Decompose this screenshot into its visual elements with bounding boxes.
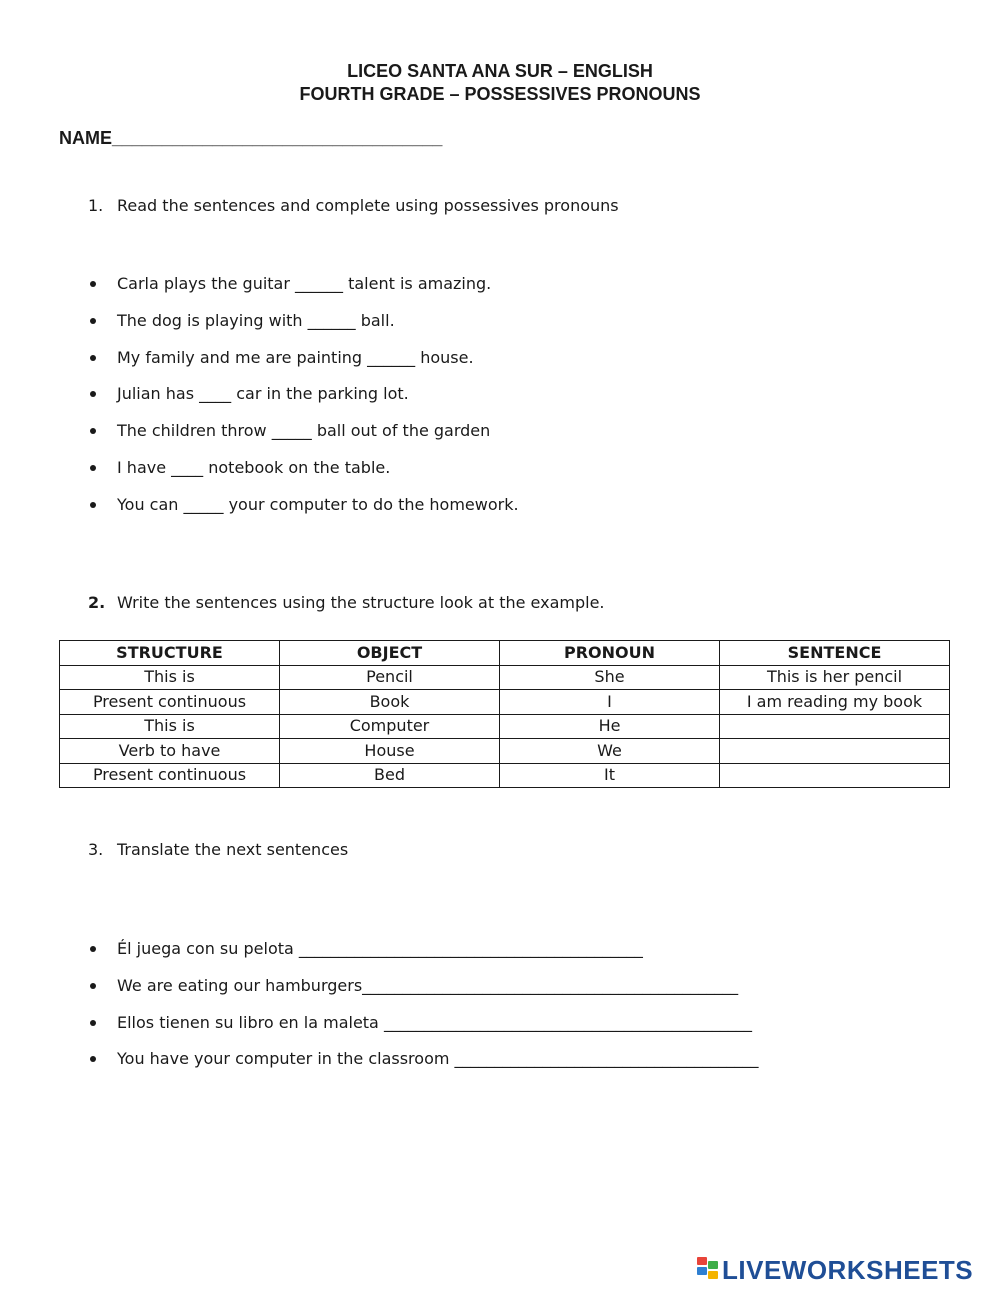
table-row xyxy=(60,714,950,739)
cell-object: Computer xyxy=(280,714,500,739)
cell-object: House xyxy=(280,739,500,764)
section-1-number: 1. xyxy=(88,196,104,215)
cell-pronoun: She xyxy=(500,665,720,690)
header-pronoun: PRONOUN xyxy=(500,641,720,666)
bullet-icon xyxy=(90,1020,96,1026)
cell-pronoun: It xyxy=(500,763,720,788)
cell-pronoun: I xyxy=(500,690,720,715)
section-1-item: My family and me are painting ______ house. xyxy=(117,348,474,367)
bullet-icon xyxy=(90,281,96,287)
section-1-instruction: Read the sentences and complete using possessives pronouns xyxy=(117,196,619,215)
structure-table xyxy=(59,640,950,788)
cell-structure: This is xyxy=(60,714,280,739)
bullet-icon xyxy=(90,1056,96,1062)
cell-sentence-answer[interactable] xyxy=(720,763,950,788)
section-3-number: 3. xyxy=(88,840,104,859)
cell-pronoun: We xyxy=(500,739,720,764)
logo-blocks-icon xyxy=(697,1257,719,1283)
cell-pronoun: He xyxy=(500,714,720,739)
section-1-item: Carla plays the guitar ______ talent is amazing. xyxy=(117,274,492,293)
section-2-number: 2. xyxy=(88,593,106,612)
section-3-item: You have your computer in the classroom ______________________________________ xyxy=(117,1049,759,1068)
section-2-instruction: Write the sentences using the structure look at the example. xyxy=(117,593,605,612)
section-3-item: We are eating our hamburgers_______________________________________________ xyxy=(117,976,739,995)
cell-structure: Present continuous xyxy=(60,763,280,788)
section-1-item: You can _____ your computer to do the homework. xyxy=(117,495,519,514)
worksheet-subtitle: FOURTH GRADE – POSSESSIVES PRONOUNS xyxy=(299,84,701,104)
bullet-icon xyxy=(90,983,96,989)
section-3-item: Ellos tienen su libro en la maleta ______________________________________________ xyxy=(117,1013,752,1032)
cell-structure: Verb to have xyxy=(60,739,280,764)
bullet-icon xyxy=(90,502,96,508)
liveworksheets-logo[interactable] xyxy=(697,1255,973,1285)
cell-structure: Present continuous xyxy=(60,690,280,715)
cell-sentence: I am reading my book xyxy=(720,690,950,715)
cell-object: Book xyxy=(280,690,500,715)
header-structure: STRUCTURE xyxy=(60,641,280,666)
section-1-item: Julian has ____ car in the parking lot. xyxy=(117,384,409,403)
section-1-item: The children throw _____ ball out of the garden xyxy=(117,421,491,440)
table-row xyxy=(60,665,950,690)
table-row xyxy=(60,763,950,788)
bullet-icon xyxy=(90,946,96,952)
cell-structure: This is xyxy=(60,665,280,690)
table-row xyxy=(60,739,950,764)
cell-object: Pencil xyxy=(280,665,500,690)
cell-object: Bed xyxy=(280,763,500,788)
table-header-row xyxy=(60,641,950,666)
cell-sentence-answer[interactable] xyxy=(720,739,950,764)
header-sentence: SENTENCE xyxy=(720,641,950,666)
cell-sentence: This is her pencil xyxy=(720,665,950,690)
section-1-item: The dog is playing with ______ ball. xyxy=(117,311,395,330)
header-object: OBJECT xyxy=(280,641,500,666)
name-field-label: NAME_________________________________ xyxy=(59,128,443,148)
cell-sentence-answer[interactable] xyxy=(720,714,950,739)
bullet-icon xyxy=(90,391,96,397)
section-1-item: I have ____ notebook on the table. xyxy=(117,458,391,477)
logo-text: LIVEWORKSHEETS xyxy=(722,1255,974,1285)
bullet-icon xyxy=(90,465,96,471)
bullet-icon xyxy=(90,355,96,361)
worksheet-title: LICEO SANTA ANA SUR – ENGLISH xyxy=(347,61,653,81)
section-3-instruction: Translate the next sentences xyxy=(117,840,349,859)
bullet-icon xyxy=(90,318,96,324)
bullet-icon xyxy=(90,428,96,434)
table-row xyxy=(60,690,950,715)
section-3-item: Él juega con su pelota ___________________________________________ xyxy=(117,939,643,958)
